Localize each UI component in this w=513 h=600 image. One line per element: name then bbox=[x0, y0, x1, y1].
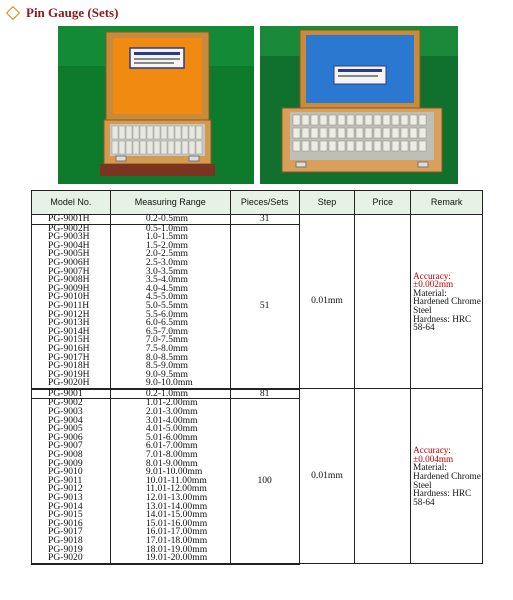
model-no: PG-9007H bbox=[48, 265, 90, 277]
model-no: PG-9014H bbox=[48, 325, 90, 337]
material-text: Hardened Chrome Steel bbox=[413, 296, 481, 315]
price-cell bbox=[355, 389, 411, 564]
model-no: PG-9013H bbox=[48, 317, 90, 329]
model-no: PG-9002 bbox=[48, 397, 83, 409]
model-no: PG-9004 bbox=[48, 414, 83, 426]
model-no: PG-9009H bbox=[48, 282, 90, 294]
measuring-range: 2.01-3.00mm bbox=[145, 406, 198, 418]
model-no: PG-9016H bbox=[48, 342, 90, 354]
pieces-cell: 51 bbox=[230, 224, 299, 389]
measuring-range: 3.0-3.5mm bbox=[145, 265, 188, 277]
measuring-range: 2.0-2.5mm bbox=[145, 248, 188, 260]
model-no: PG-9017 bbox=[48, 526, 83, 538]
measuring-range: 1.01-2.00mm bbox=[145, 397, 198, 409]
pieces-cell: 31 bbox=[230, 215, 299, 225]
model-cell: PG-9001 bbox=[32, 389, 111, 399]
model-no: PG-9010 bbox=[48, 466, 83, 478]
model-no: PG-9018H bbox=[48, 360, 90, 372]
measuring-range: 4.0-4.5mm bbox=[145, 282, 188, 294]
measuring-range: 5.01-6.00mm bbox=[145, 431, 198, 443]
model-list-cell bbox=[32, 224, 111, 389]
measuring-range: 1.5-2.0mm bbox=[145, 239, 188, 251]
model-cell: PG-9001H bbox=[32, 215, 111, 225]
model-no: PG-9014 bbox=[48, 500, 83, 512]
measuring-range: 3.01-4.00mm bbox=[145, 414, 198, 426]
blue-case-illustration bbox=[260, 26, 458, 184]
pieces-cell: 81 bbox=[230, 389, 299, 399]
model-no: PG-9005 bbox=[48, 423, 83, 435]
model-no: PG-9016 bbox=[48, 517, 83, 529]
model-no: PG-9017H bbox=[48, 351, 90, 363]
material-text: Hardened Chrome Steel bbox=[413, 471, 481, 490]
measuring-range: 11.01-12.00mm bbox=[145, 483, 207, 495]
measuring-range: 12.01-13.00mm bbox=[145, 492, 208, 503]
step-cell: 0.01mm bbox=[299, 389, 355, 564]
measuring-range: 3.5-4.0mm bbox=[145, 274, 188, 286]
material-label: Material: bbox=[413, 287, 447, 298]
header-measuring-range: Measuring Range bbox=[110, 191, 230, 215]
model-no: PG-9007 bbox=[48, 440, 83, 452]
diamond-bullet-icon bbox=[6, 6, 20, 20]
material-label: Material: bbox=[413, 462, 447, 473]
header-model-no: Model No. bbox=[32, 191, 111, 215]
model-no: PG-9008H bbox=[48, 274, 90, 286]
accuracy-text: Accuracy: ±0.002mm bbox=[413, 270, 454, 290]
range-list-cell bbox=[110, 399, 230, 564]
range-list-cell bbox=[110, 224, 230, 389]
measuring-range: 6.5-7.0mm bbox=[145, 325, 188, 337]
measuring-range: 5.0-5.5mm bbox=[145, 299, 188, 311]
model-no: PG-9015H bbox=[48, 334, 90, 346]
model-no: PG-9019H bbox=[48, 368, 90, 380]
measuring-range: 7.0-7.5mm bbox=[145, 334, 188, 346]
measuring-range: 4.5-5.0mm bbox=[145, 291, 188, 303]
remark-cell bbox=[411, 389, 483, 564]
measuring-range: 18.01-19.00mm bbox=[145, 543, 208, 555]
pieces-cell: 100 bbox=[230, 399, 299, 564]
model-no: PG-9006H bbox=[48, 256, 90, 268]
model-no: PG-9004H bbox=[48, 239, 90, 251]
model-no: PG-9008 bbox=[48, 449, 83, 461]
model-no: PG-9003H bbox=[48, 231, 90, 243]
measuring-range: 9.0-10.0mm bbox=[145, 377, 193, 389]
measuring-range: 4.01-5.00mm bbox=[145, 423, 198, 435]
model-no: PG-9019 bbox=[48, 543, 83, 555]
model-no: PG-9015 bbox=[48, 509, 83, 521]
measuring-range: 7.5-8.0mm bbox=[145, 342, 188, 354]
measuring-range: 6.01-7.00mm bbox=[145, 440, 198, 452]
measuring-range: 2.5-3.0mm bbox=[145, 256, 188, 268]
measuring-range: 7.01-8.00mm bbox=[145, 449, 198, 461]
price-cell bbox=[355, 215, 411, 389]
measuring-range: 9.0-9.5mm bbox=[145, 368, 188, 380]
table-row bbox=[32, 215, 483, 225]
measuring-range: 8.01-9.00mm bbox=[145, 457, 198, 469]
model-no: PG-9011 bbox=[48, 474, 83, 486]
measuring-range: 6.0-6.5mm bbox=[145, 317, 188, 329]
model-no: PG-9006 bbox=[48, 431, 83, 443]
step-cell: 0.01mm bbox=[299, 215, 355, 389]
measuring-range: 16.01-17.00mm bbox=[145, 526, 208, 538]
model-no: PG-9003 bbox=[48, 406, 83, 418]
measuring-range: 8.0-8.5mm bbox=[145, 351, 188, 363]
model-no: PG-9011H bbox=[48, 299, 90, 311]
measuring-range: 0.5-1.0mm bbox=[145, 222, 188, 234]
measuring-range: 9.01-10.00mm bbox=[145, 466, 203, 478]
model-no: PG-9020 bbox=[48, 552, 83, 564]
hardness-text: Hardness: HRC 58-64 bbox=[413, 488, 472, 507]
range-cell: 0.2-1.0mm bbox=[110, 389, 230, 399]
product-photo-blue-case bbox=[260, 26, 458, 184]
model-no: PG-9020H bbox=[48, 377, 90, 389]
table-row bbox=[32, 389, 483, 399]
hardness-text: Hardness: HRC 58-64 bbox=[413, 313, 472, 333]
header-step: Step bbox=[299, 191, 355, 215]
model-no: PG-9009 bbox=[48, 457, 83, 469]
accuracy-text: Accuracy: ±0.004mm bbox=[413, 445, 454, 464]
model-no: PG-9013 bbox=[48, 492, 83, 503]
orange-case-illustration bbox=[58, 26, 254, 184]
table-header-row bbox=[32, 191, 483, 215]
model-no: PG-9012H bbox=[48, 308, 90, 320]
range-cell: 0.2-0.5mm bbox=[110, 215, 230, 225]
measuring-range: 5.5-6.0mm bbox=[145, 308, 188, 320]
model-no: PG-9005H bbox=[48, 248, 90, 260]
page-title: Pin Gauge (Sets) bbox=[26, 5, 119, 20]
section-header bbox=[8, 4, 118, 22]
remark-cell bbox=[411, 215, 483, 389]
pin-gauge-spec-table bbox=[31, 190, 483, 565]
header-price: Price bbox=[355, 191, 411, 215]
measuring-range: 13.01-14.00mm bbox=[145, 500, 208, 512]
model-no: PG-9018 bbox=[48, 534, 83, 546]
model-list-cell bbox=[32, 399, 111, 564]
measuring-range: 17.01-18.00mm bbox=[145, 534, 208, 546]
measuring-range: 8.5-9.0mm bbox=[145, 360, 188, 372]
product-photo-orange-case bbox=[58, 26, 254, 184]
model-no: PG-9012 bbox=[48, 483, 83, 495]
measuring-range: 19.01-20.00mm bbox=[145, 552, 208, 564]
header-pieces-sets: Pieces/Sets bbox=[230, 191, 299, 215]
measuring-range: 1.0-1.5mm bbox=[145, 231, 188, 243]
header-remark: Remark bbox=[411, 191, 483, 215]
measuring-range: 15.01-16.00mm bbox=[145, 517, 208, 529]
measuring-range: 10.01-11.00mm bbox=[145, 474, 207, 486]
measuring-range: 14.01-15.00mm bbox=[145, 509, 208, 521]
model-no: PG-9010H bbox=[48, 291, 90, 303]
model-no: PG-9002H bbox=[48, 222, 90, 234]
